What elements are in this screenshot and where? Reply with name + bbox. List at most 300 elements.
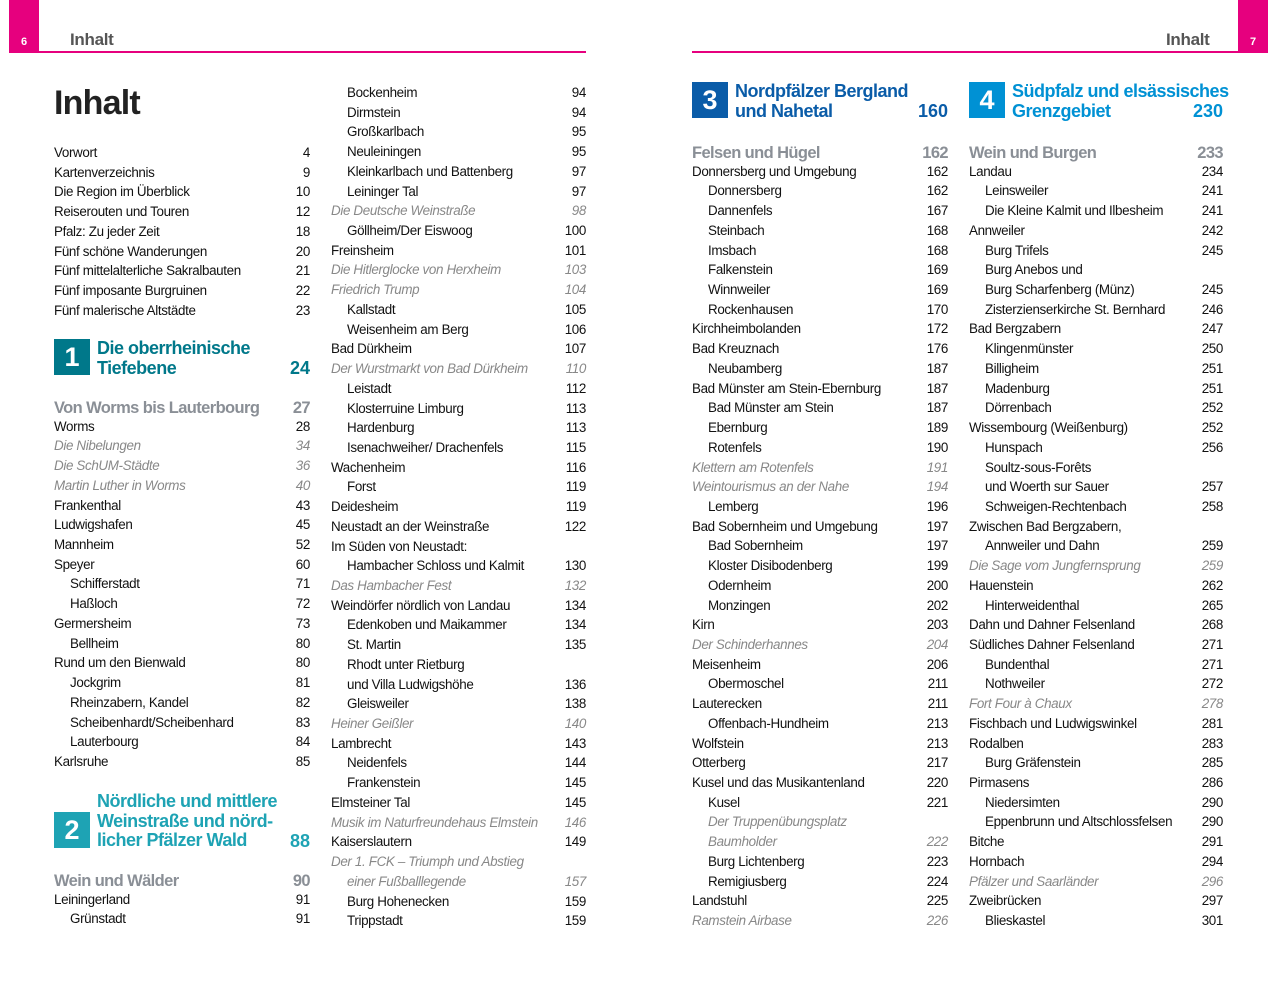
toc-entry[interactable] bbox=[54, 574, 310, 594]
toc-entry-title: Martin Luther in Worms bbox=[54, 477, 186, 493]
toc-entry-page: 162 bbox=[922, 144, 948, 162]
toc-entry[interactable] bbox=[692, 398, 948, 418]
toc-entry[interactable] bbox=[331, 418, 586, 438]
toc-entry-title: Wolfstein bbox=[692, 735, 744, 751]
toc-entry-title: Annweiler und Dahn bbox=[985, 538, 1100, 554]
toc-entry[interactable] bbox=[331, 260, 586, 280]
toc-section-heading[interactable] bbox=[969, 142, 1223, 164]
chapter-title-line: und Nahetal bbox=[735, 100, 833, 121]
toc-entry-page: 149 bbox=[564, 834, 586, 850]
toc-entry-page: 159 bbox=[564, 913, 586, 929]
toc-entry-page: 136 bbox=[564, 676, 586, 692]
toc-entry-title: Frankenthal bbox=[54, 497, 121, 513]
toc-entry[interactable] bbox=[331, 655, 586, 675]
toc-entry[interactable] bbox=[692, 773, 948, 793]
toc-entry[interactable] bbox=[692, 418, 948, 438]
toc-entry[interactable] bbox=[969, 201, 1223, 221]
toc-entry-page: 200 bbox=[926, 577, 948, 593]
toc-entry[interactable] bbox=[969, 260, 1223, 280]
toc-entry[interactable] bbox=[331, 615, 586, 635]
toc-entry[interactable] bbox=[331, 201, 586, 221]
toc-entry[interactable] bbox=[54, 732, 310, 752]
toc-entry[interactable] bbox=[54, 436, 310, 456]
toc-entry-page: 262 bbox=[1201, 577, 1223, 593]
toc-entry-title: Der Schinderhannes bbox=[692, 637, 808, 652]
toc-entry-title: Kleinkarlbach und Battenberg bbox=[347, 163, 513, 179]
toc-entry-page: 187 bbox=[926, 360, 948, 376]
toc-entry[interactable] bbox=[331, 793, 586, 813]
toc-entry[interactable] bbox=[54, 653, 310, 673]
toc-entry[interactable] bbox=[331, 103, 586, 123]
toc-entry[interactable] bbox=[969, 359, 1223, 379]
toc-entry-page: 73 bbox=[295, 615, 310, 631]
toc-entry-page: 259 bbox=[1201, 558, 1223, 574]
toc-entry[interactable] bbox=[331, 379, 586, 399]
toc-entry-page: 259 bbox=[1201, 538, 1223, 554]
toc-entry[interactable] bbox=[969, 635, 1223, 655]
toc-entry-title: Pfälzer und Saarländer bbox=[969, 873, 1099, 889]
toc-entry-title: Vorwort bbox=[54, 145, 97, 160]
toc-entry-page: 28 bbox=[295, 418, 310, 434]
toc-entry-page: 285 bbox=[1201, 755, 1223, 771]
toc-entry[interactable] bbox=[331, 458, 586, 478]
toc-entry-page: 132 bbox=[564, 578, 586, 593]
chapter-number-box: 2 bbox=[54, 812, 90, 848]
toc-entry-page: 144 bbox=[564, 755, 586, 771]
toc-entry[interactable] bbox=[692, 339, 948, 359]
toc-entry-title: Blieskastel bbox=[985, 913, 1046, 929]
toc-entry-page: 278 bbox=[1201, 696, 1223, 712]
toc-entry-title: Wachenheim bbox=[331, 459, 406, 475]
chapter-number-box: 1 bbox=[54, 339, 90, 375]
toc-entry[interactable] bbox=[969, 379, 1223, 399]
toc-entry-title: Neuleiningen bbox=[347, 144, 421, 160]
toc-entry[interactable] bbox=[692, 162, 948, 182]
toc-entry[interactable] bbox=[331, 734, 586, 754]
toc-entry-title: Dahn und Dahner Felsenland bbox=[969, 617, 1135, 633]
toc-entry-page: 233 bbox=[1197, 144, 1223, 162]
toc-entry-page: 94 bbox=[571, 104, 586, 120]
toc-entry[interactable] bbox=[331, 122, 586, 142]
toc-entry-page: 130 bbox=[564, 558, 586, 574]
toc-entry-title: Reiserouten und Touren bbox=[54, 204, 189, 220]
toc-section-heading[interactable] bbox=[54, 870, 310, 892]
toc-entry[interactable] bbox=[692, 694, 948, 714]
toc-entry-page: 245 bbox=[1201, 242, 1223, 258]
toc-entry-title: und Woerth sur Sauer bbox=[985, 479, 1109, 495]
toc-entry[interactable] bbox=[331, 241, 586, 261]
toc-entry-title: Billigheim bbox=[985, 360, 1039, 376]
toc-entry[interactable] bbox=[54, 535, 310, 555]
toc-entry-title: Schifferstadt bbox=[70, 576, 140, 592]
toc-entry[interactable] bbox=[969, 517, 1223, 537]
toc-entry[interactable] bbox=[331, 300, 586, 320]
toc-entry-page: 72 bbox=[295, 596, 310, 612]
toc-entry[interactable] bbox=[692, 517, 948, 537]
toc-entry[interactable] bbox=[969, 615, 1223, 635]
toc-entry[interactable] bbox=[692, 201, 948, 221]
toc-entry[interactable] bbox=[969, 753, 1223, 773]
toc-entry-page: 290 bbox=[1201, 814, 1223, 830]
toc-entry-title: Burg Lichtenberg bbox=[708, 853, 805, 869]
toc-entry-title: Friedrich Trump bbox=[331, 282, 420, 298]
toc-entry-page: 83 bbox=[295, 714, 310, 730]
toc-entry-title: Heiner Geißler bbox=[331, 716, 414, 732]
toc-entry[interactable] bbox=[692, 872, 948, 892]
toc-entry[interactable] bbox=[692, 458, 948, 478]
chapter-heading-2[interactable] bbox=[54, 792, 310, 852]
toc-entry[interactable] bbox=[331, 911, 586, 931]
toc-entry-title: Die Region im Überblick bbox=[54, 184, 190, 200]
toc-entry-page: 172 bbox=[926, 321, 948, 337]
toc-entry[interactable] bbox=[969, 300, 1223, 320]
toc-entry[interactable] bbox=[969, 398, 1223, 418]
chapter-heading-3[interactable] bbox=[692, 82, 948, 122]
toc-entry[interactable] bbox=[692, 812, 948, 832]
toc-entry-title: Freinsheim bbox=[331, 242, 394, 258]
toc-entry-title: Remigiusberg bbox=[708, 873, 787, 889]
chapter-title-line: Nordpfälzer Bergland bbox=[735, 81, 909, 101]
toc-entry[interactable] bbox=[692, 596, 948, 616]
toc-entry-title: Die Kleine Kalmit und Ilbesheim bbox=[985, 203, 1164, 219]
toc-entry[interactable] bbox=[969, 773, 1223, 793]
toc-entry[interactable] bbox=[331, 182, 586, 202]
toc-entry[interactable] bbox=[331, 773, 586, 793]
toc-entry[interactable] bbox=[54, 281, 310, 301]
toc-entry-title: Lauterbourg bbox=[70, 734, 139, 750]
toc-entry[interactable] bbox=[331, 537, 586, 557]
chapter-title-line: Die oberrheinische bbox=[97, 338, 251, 358]
toc-entry[interactable] bbox=[692, 260, 948, 280]
toc-entry-title: Annweiler bbox=[969, 222, 1025, 238]
toc-entry[interactable] bbox=[54, 890, 310, 910]
toc-entry[interactable] bbox=[969, 162, 1223, 182]
toc-entry[interactable] bbox=[54, 143, 310, 163]
toc-entry-page: 167 bbox=[926, 203, 948, 219]
chapter-heading-1[interactable] bbox=[54, 339, 310, 379]
toc-entry[interactable] bbox=[969, 812, 1223, 832]
toc-entry[interactable] bbox=[969, 418, 1223, 438]
toc-entry[interactable] bbox=[969, 576, 1223, 596]
toc-entry-title: Leistadt bbox=[347, 380, 392, 396]
toc-entry-page: 135 bbox=[564, 637, 586, 653]
toc-entry[interactable] bbox=[692, 181, 948, 201]
toc-entry-title: Felsen und Hügel bbox=[692, 144, 820, 162]
toc-entry[interactable] bbox=[54, 417, 310, 437]
toc-entry[interactable] bbox=[331, 852, 586, 872]
toc-entry-page: 256 bbox=[1201, 439, 1223, 455]
toc-entry[interactable] bbox=[969, 714, 1223, 734]
toc-entry-title: Hardenburg bbox=[347, 420, 415, 436]
chapter-title-line: Tiefebene bbox=[97, 357, 177, 378]
toc-entry-title: Weisenheim am Berg bbox=[347, 321, 469, 337]
toc-entry[interactable] bbox=[692, 832, 948, 852]
toc-section-heading[interactable] bbox=[54, 397, 310, 419]
toc-entry[interactable] bbox=[969, 280, 1223, 300]
toc-entry-title: Zwischen Bad Bergzabern, bbox=[969, 518, 1122, 534]
toc-entry-page: 21 bbox=[295, 263, 310, 279]
toc-entry[interactable] bbox=[54, 182, 310, 202]
toc-entry-title: und Villa Ludwigshöhe bbox=[347, 676, 474, 692]
toc-entry[interactable] bbox=[692, 734, 948, 754]
toc-entry-page: 206 bbox=[926, 656, 948, 672]
toc-entry-page: 60 bbox=[295, 556, 310, 572]
toc-entry-title: Landstuhl bbox=[692, 893, 747, 909]
toc-entry[interactable] bbox=[331, 221, 586, 241]
toc-entry[interactable] bbox=[969, 911, 1223, 931]
toc-entry-title: Der 1. FCK – Triumph und Abstieg bbox=[331, 854, 524, 870]
toc-entry[interactable] bbox=[54, 496, 310, 516]
toc-entry[interactable] bbox=[692, 714, 948, 734]
toc-entry[interactable] bbox=[692, 221, 948, 241]
toc-entry-page: 301 bbox=[1201, 913, 1223, 929]
toc-entry-title: Klingenmünster bbox=[985, 341, 1074, 357]
toc-entry-page: 245 bbox=[1201, 282, 1223, 298]
toc-entry-page: 294 bbox=[1201, 853, 1223, 869]
chapter-title-line: Nördliche und mittlere bbox=[97, 791, 278, 811]
toc-entry-page: 194 bbox=[926, 479, 948, 495]
toc-entry[interactable] bbox=[692, 674, 948, 694]
toc-entry-page: 9 bbox=[302, 164, 310, 180]
toc-entry-page: 71 bbox=[295, 576, 310, 592]
toc-entry-page: 119 bbox=[565, 479, 586, 495]
chapter-title-line: licher Pfälzer Wald bbox=[97, 830, 247, 850]
toc-entry-page: 162 bbox=[926, 163, 948, 179]
toc-entry-page: 91 bbox=[295, 891, 310, 907]
toc-entry-title: Fischbach und Ludwigswinkel bbox=[969, 715, 1137, 731]
toc-entry-page: 134 bbox=[564, 617, 586, 633]
toc-entry-title: Falkenstein bbox=[708, 262, 773, 278]
toc-entry-title: Lauterecken bbox=[692, 696, 762, 712]
toc-entry[interactable] bbox=[54, 301, 310, 321]
toc-entry-page: 217 bbox=[926, 755, 948, 771]
toc-entry-title: Die Hitlerglocke von Herxheim bbox=[331, 262, 501, 278]
toc-entry[interactable] bbox=[969, 339, 1223, 359]
toc-entry[interactable] bbox=[54, 202, 310, 222]
toc-entry[interactable] bbox=[969, 221, 1223, 241]
toc-entry[interactable] bbox=[969, 596, 1223, 616]
toc-entry[interactable] bbox=[692, 379, 948, 399]
toc-entry[interactable] bbox=[54, 163, 310, 183]
toc-entry[interactable] bbox=[692, 753, 948, 773]
toc-entry[interactable] bbox=[692, 655, 948, 675]
toc-entry[interactable] bbox=[969, 832, 1223, 852]
toc-entry[interactable] bbox=[54, 555, 310, 575]
toc-entry[interactable] bbox=[969, 694, 1223, 714]
toc-entry[interactable] bbox=[692, 319, 948, 339]
toc-entry[interactable] bbox=[331, 477, 586, 497]
toc-entry-title: Rheinzabern, Kandel bbox=[70, 694, 189, 710]
toc-entry[interactable] bbox=[54, 614, 310, 634]
toc-entry[interactable] bbox=[969, 655, 1223, 675]
toc-entry[interactable] bbox=[969, 872, 1223, 892]
toc-entry[interactable] bbox=[969, 319, 1223, 339]
toc-entry[interactable] bbox=[331, 753, 586, 773]
toc-entry-title: Karlsruhe bbox=[54, 753, 109, 769]
toc-entry[interactable] bbox=[969, 477, 1223, 497]
toc-entry[interactable] bbox=[969, 181, 1223, 201]
toc-entry[interactable] bbox=[331, 399, 586, 419]
toc-entry[interactable] bbox=[692, 635, 948, 655]
toc-entry[interactable] bbox=[692, 359, 948, 379]
toc-entry[interactable] bbox=[54, 456, 310, 476]
toc-entry-title: Bad Münster am Stein-Ebernburg bbox=[692, 380, 881, 396]
toc-entry[interactable] bbox=[969, 438, 1223, 458]
running-header-right: Inhalt bbox=[1166, 30, 1210, 49]
toc-entry-page: 45 bbox=[295, 517, 310, 533]
toc-entry[interactable] bbox=[692, 280, 948, 300]
toc-entry-title: Neustadt an der Weinstraße bbox=[331, 518, 490, 534]
toc-entry[interactable] bbox=[331, 162, 586, 182]
toc-entry-page: 265 bbox=[1201, 597, 1223, 613]
toc-entry-page: 90 bbox=[292, 872, 310, 890]
toc-entry[interactable] bbox=[331, 635, 586, 655]
toc-entry[interactable] bbox=[969, 556, 1223, 576]
toc-entry[interactable] bbox=[54, 222, 310, 242]
toc-entry-page: 246 bbox=[1201, 301, 1223, 317]
toc-entry-page: 95 bbox=[571, 124, 586, 140]
toc-section-heading[interactable] bbox=[692, 142, 948, 164]
toc-entry[interactable] bbox=[969, 674, 1223, 694]
toc-entry[interactable] bbox=[969, 497, 1223, 517]
toc-entry[interactable] bbox=[54, 909, 310, 929]
toc-entry-title: Die SchUM-Städte bbox=[54, 458, 160, 474]
toc-entry[interactable] bbox=[331, 813, 586, 833]
toc-entry[interactable] bbox=[331, 694, 586, 714]
toc-entry[interactable] bbox=[969, 734, 1223, 754]
toc-entry-title: Kartenverzeichnis bbox=[54, 164, 155, 180]
toc-entry-title: Nothweiler bbox=[985, 676, 1045, 692]
toc-entry-title: Meisenheim bbox=[692, 656, 761, 672]
toc-entry[interactable] bbox=[331, 142, 586, 162]
toc-entry-page: 97 bbox=[571, 183, 586, 199]
toc-entry[interactable] bbox=[969, 852, 1223, 872]
toc-entry-title: St. Martin bbox=[347, 637, 401, 653]
toc-entry[interactable] bbox=[331, 832, 586, 852]
toc-entry-title: Die Nibelungen bbox=[54, 438, 141, 454]
toc-entry-title: Klettern am Rotenfels bbox=[692, 459, 814, 475]
toc-entry[interactable] bbox=[692, 477, 948, 497]
toc-entry[interactable] bbox=[331, 576, 586, 596]
toc-entry[interactable] bbox=[54, 673, 310, 693]
toc-entry-page: 197 bbox=[926, 538, 948, 554]
toc-entry[interactable] bbox=[331, 438, 586, 458]
toc-entry[interactable] bbox=[331, 320, 586, 340]
toc-entry-page: 95 bbox=[571, 144, 586, 160]
chapter-title-line: Weinstraße und nörd- bbox=[97, 810, 273, 831]
toc-entry[interactable] bbox=[331, 556, 586, 576]
toc-entry[interactable] bbox=[331, 339, 586, 359]
toc-entry-page: 143 bbox=[564, 735, 586, 751]
toc-entry-title: Ebernburg bbox=[708, 420, 768, 436]
toc-entry-page: 272 bbox=[1201, 676, 1223, 692]
toc-entry[interactable] bbox=[331, 596, 586, 616]
toc-entry[interactable] bbox=[692, 497, 948, 517]
toc-entry-page: 34 bbox=[295, 438, 310, 454]
toc-entry[interactable] bbox=[54, 594, 310, 614]
toc-entry-title: Der Wurstmarkt von Bad Dürkheim bbox=[331, 361, 528, 377]
toc-entry[interactable] bbox=[54, 752, 310, 772]
toc-entry-title: Deidesheim bbox=[331, 499, 399, 515]
toc-entry-page: 213 bbox=[926, 715, 948, 731]
toc-entry[interactable] bbox=[331, 359, 586, 379]
chapter-heading-4[interactable] bbox=[969, 81, 1229, 122]
toc-entry-page: 119 bbox=[565, 499, 586, 515]
toc-entry-page: 18 bbox=[295, 223, 310, 239]
toc-entry[interactable] bbox=[969, 891, 1223, 911]
toc-entry-page: 225 bbox=[926, 893, 948, 909]
toc-entry[interactable] bbox=[692, 793, 948, 813]
toc-entry[interactable] bbox=[692, 536, 948, 556]
toc-entry-page: 283 bbox=[1201, 735, 1223, 751]
toc-entry[interactable] bbox=[692, 615, 948, 635]
toc-entry[interactable] bbox=[692, 556, 948, 576]
toc-entry[interactable] bbox=[331, 497, 586, 517]
toc-entry-title: Fünf malerische Altstädte bbox=[54, 302, 196, 318]
toc-entry-title: Zweibrücken bbox=[969, 893, 1042, 909]
toc-entry[interactable] bbox=[331, 675, 586, 695]
toc-entry[interactable] bbox=[331, 872, 586, 892]
toc-entry[interactable] bbox=[692, 241, 948, 261]
toc-entry[interactable] bbox=[54, 634, 310, 654]
toc-entry-title: Dörrenbach bbox=[985, 400, 1052, 416]
toc-entry[interactable] bbox=[969, 793, 1223, 813]
toc-entry[interactable] bbox=[331, 892, 586, 912]
toc-entry[interactable] bbox=[969, 241, 1223, 261]
toc-entry[interactable] bbox=[692, 300, 948, 320]
toc-entry[interactable] bbox=[331, 714, 586, 734]
toc-entry[interactable] bbox=[692, 576, 948, 596]
toc-entry-title: Burg Anebos und bbox=[985, 262, 1083, 278]
toc-entry[interactable] bbox=[692, 852, 948, 872]
toc-entry-page: 105 bbox=[564, 301, 586, 317]
toc-entry[interactable] bbox=[54, 713, 310, 733]
toc-entry[interactable] bbox=[692, 891, 948, 911]
toc-entry-page: 94 bbox=[571, 85, 586, 100]
toc-entry[interactable] bbox=[54, 693, 310, 713]
toc-entry[interactable] bbox=[54, 261, 310, 281]
toc-entry-title: Die Sage vom Jungfernsprung bbox=[969, 558, 1141, 574]
toc-entry-title: Isenachweiher/ Drachenfels bbox=[347, 439, 504, 455]
chapter-page: 230 bbox=[1192, 101, 1223, 121]
toc-entry[interactable] bbox=[54, 242, 310, 262]
toc-entry-title: Madenburg bbox=[985, 380, 1050, 396]
toc-entry-page: 157 bbox=[564, 873, 586, 889]
toc-entry[interactable] bbox=[692, 438, 948, 458]
toc-entry[interactable] bbox=[54, 515, 310, 535]
toc-entry-title: Grünstadt bbox=[70, 911, 126, 927]
toc-entry[interactable] bbox=[331, 280, 586, 300]
toc-entry-title: Winnweiler bbox=[708, 282, 770, 298]
toc-entry-page: 220 bbox=[926, 775, 948, 791]
toc-entry[interactable] bbox=[969, 536, 1223, 556]
toc-entry-page: 159 bbox=[564, 893, 586, 909]
toc-entry-page: 223 bbox=[926, 853, 948, 869]
toc-entry[interactable] bbox=[331, 83, 586, 103]
toc-entry-page: 197 bbox=[926, 518, 948, 534]
toc-entry-page: 268 bbox=[1201, 617, 1223, 633]
toc-entry-title: Fünf schöne Wanderungen bbox=[54, 243, 207, 259]
toc-entry-page: 241 bbox=[1201, 203, 1223, 219]
toc-entry-title: Kirn bbox=[692, 617, 715, 633]
toc-entry-title: Fünf imposante Burgruinen bbox=[54, 283, 207, 299]
toc-entry-title: Kaiserslautern bbox=[331, 834, 412, 850]
toc-entry-title: Schweigen-Rechtenbach bbox=[985, 498, 1127, 514]
toc-entry[interactable] bbox=[54, 476, 310, 496]
toc-entry[interactable] bbox=[692, 911, 948, 931]
toc-entry[interactable] bbox=[969, 458, 1223, 478]
toc-entry[interactable] bbox=[331, 517, 586, 537]
